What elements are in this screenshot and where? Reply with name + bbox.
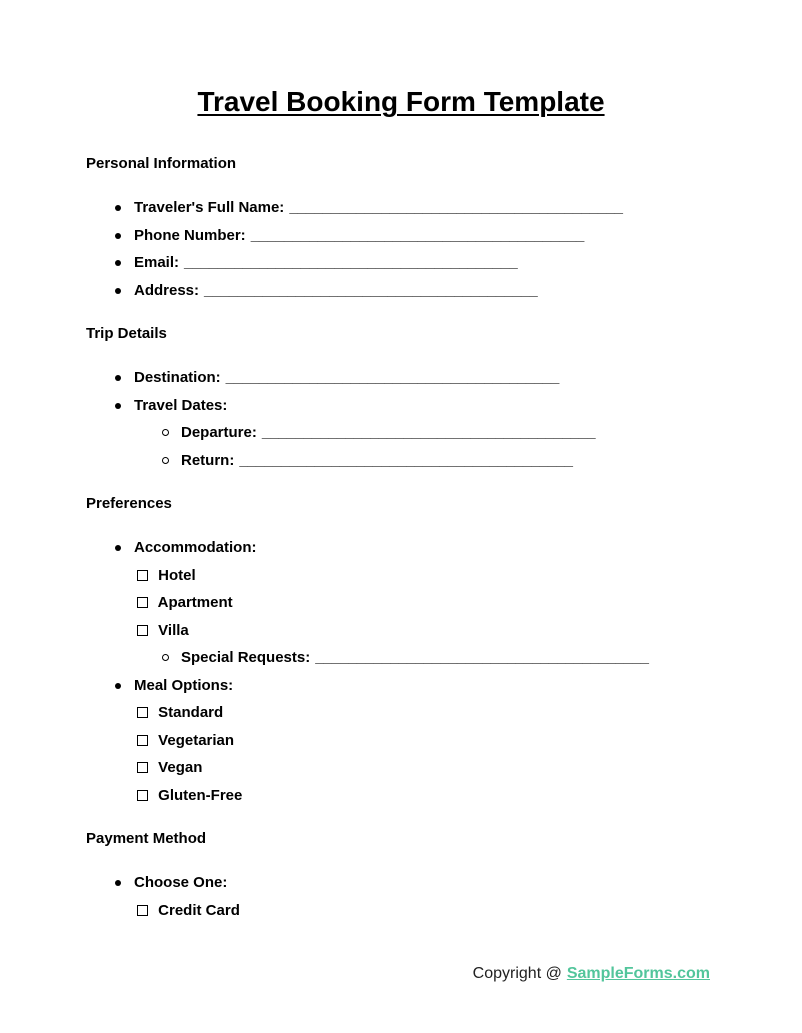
list-item-choose-one — [86, 869, 716, 897]
checkbox-option-standard — [86, 699, 716, 727]
sub-bullet-icon — [162, 654, 169, 661]
blank-line: ________________________________________ — [289, 199, 624, 216]
list-item-meal-options — [86, 672, 716, 700]
field-label: Address: — [134, 281, 200, 299]
checkbox-label: Credit Card — [158, 901, 240, 919]
checkbox-option-hotel — [86, 562, 716, 590]
field-travelers-full-name — [86, 194, 716, 222]
blank-line: ________________________________________ — [184, 254, 518, 271]
bullet-icon — [115, 545, 121, 551]
field-label: Departure: — [181, 424, 257, 441]
field-special-requests — [86, 644, 716, 672]
field-label: Destination: — [134, 369, 221, 386]
checkbox-icon[interactable] — [137, 707, 148, 718]
field-email — [86, 249, 716, 277]
page-title: Travel Booking Form Template — [197, 86, 605, 117]
field-label: Accommodation: — [134, 539, 257, 556]
checkbox-option-vegetarian — [86, 727, 716, 755]
field-return — [86, 447, 716, 475]
bullet-icon — [115, 880, 121, 886]
blank-line: ________________________________________ — [225, 369, 560, 386]
field-departure — [86, 419, 716, 447]
footer — [473, 964, 710, 984]
checkbox-label: Vegetarian — [158, 731, 235, 749]
section-heading-preferences: Preferences — [86, 495, 172, 512]
field-destination — [86, 364, 716, 392]
checkbox-icon[interactable] — [137, 790, 148, 801]
bullet-icon — [115, 233, 121, 239]
bullet-icon — [115, 205, 121, 211]
checkbox-label: Vegan — [158, 759, 203, 776]
checkbox-icon[interactable] — [137, 597, 148, 608]
field-label: Travel Dates: — [134, 396, 228, 414]
blank-line: ________________________________________ — [204, 281, 538, 299]
field-phone-number — [86, 222, 716, 250]
section-heading-personal-information: Personal Information — [86, 155, 237, 172]
field-label: Phone Number: — [134, 226, 246, 244]
field-label: Choose One: — [134, 874, 228, 891]
bullet-icon — [115, 288, 121, 294]
checkbox-icon[interactable] — [137, 625, 148, 636]
blank-line: ________________________________________ — [261, 424, 596, 441]
checkbox-option-gluten-free — [86, 782, 716, 810]
bullet-icon — [115, 375, 121, 381]
checkbox-icon[interactable] — [137, 570, 148, 581]
blank-line: ________________________________________ — [315, 649, 649, 666]
checkbox-label: Villa — [158, 621, 189, 639]
checkbox-label: Apartment — [157, 594, 233, 611]
sub-bullet-icon — [162, 429, 169, 436]
checkbox-label: Standard — [158, 704, 224, 721]
sub-bullet-icon — [162, 457, 169, 464]
checkbox-label: Gluten-Free — [158, 786, 243, 804]
checkbox-label: Hotel — [158, 566, 196, 584]
checkbox-option-villa — [86, 617, 716, 645]
field-label: Meal Options: — [134, 676, 234, 694]
field-label: Return: — [181, 451, 235, 469]
list-item-travel-dates — [86, 392, 716, 420]
checkbox-icon[interactable] — [137, 905, 148, 916]
checkbox-icon[interactable] — [137, 762, 148, 773]
checkbox-option-credit-card — [86, 897, 716, 925]
list-item-accommodation — [86, 534, 716, 562]
checkbox-icon[interactable] — [137, 735, 148, 746]
footer-link[interactable]: SampleForms.com — [566, 965, 710, 982]
copyright-text: Copyright @ — [472, 965, 562, 982]
checkbox-option-vegan — [86, 754, 716, 782]
bullet-icon — [115, 403, 121, 409]
bullet-icon — [115, 260, 121, 266]
bullet-icon — [115, 683, 121, 689]
section-heading-payment-method: Payment Method — [86, 830, 207, 847]
checkbox-option-apartment — [86, 589, 716, 617]
field-address — [86, 277, 716, 305]
field-label: Email: — [134, 254, 180, 271]
field-label: Traveler's Full Name: — [134, 199, 285, 216]
blank-line: ________________________________________ — [250, 226, 585, 244]
field-label: Special Requests: — [181, 649, 311, 666]
section-heading-trip-details: Trip Details — [86, 325, 167, 342]
blank-line: ________________________________________ — [239, 451, 574, 469]
document-body — [0, 154, 802, 924]
